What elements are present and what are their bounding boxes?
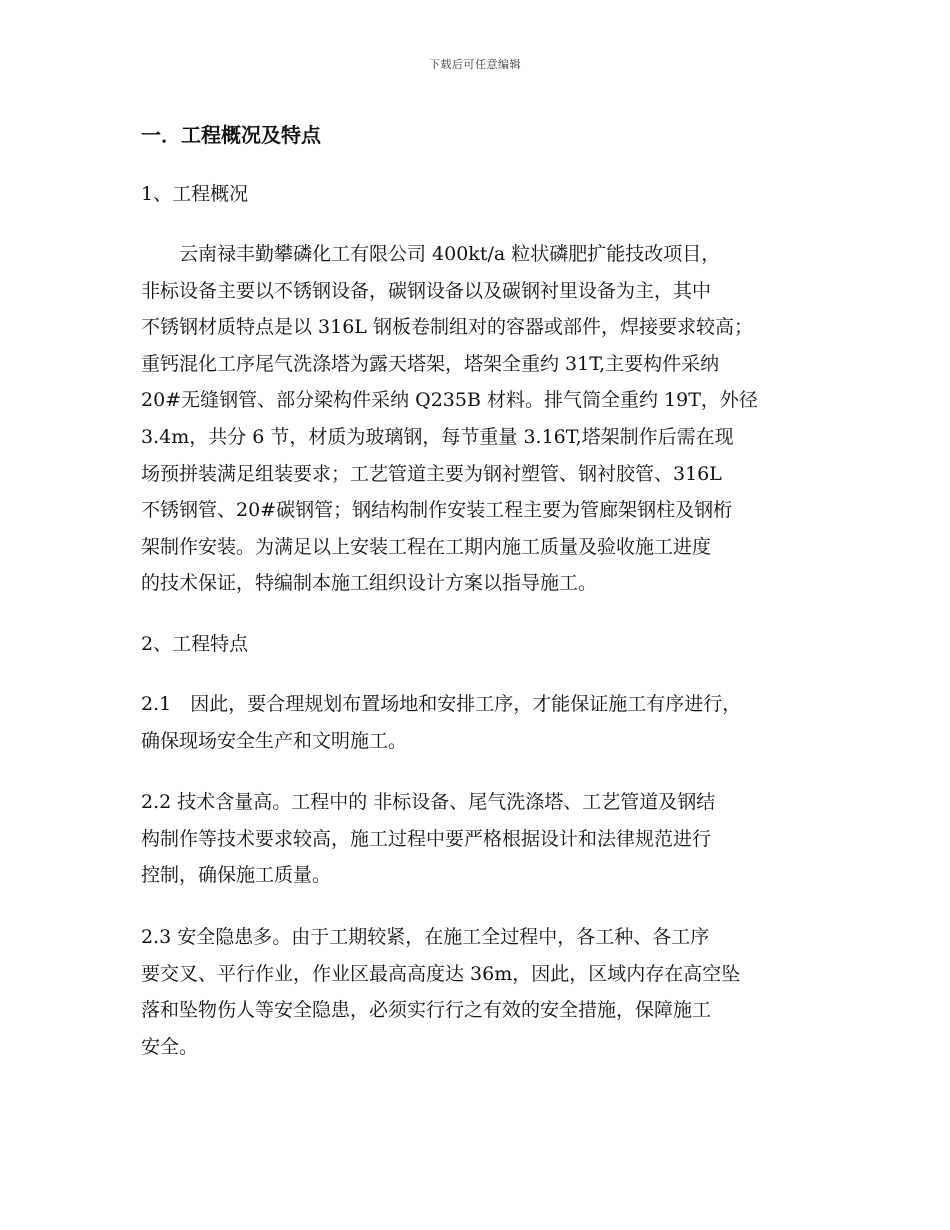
paragraph-line: 确保现场安全生产和文明施工。	[141, 729, 408, 752]
document-title: 一．工程概况及特点	[141, 123, 321, 147]
paragraph-line: 构制作等技术要求较高，施工过程中要严格根据设计和法律规范进行	[141, 827, 712, 850]
paragraph-line: 架制作安装。为满足以上安装工程在工期内施工质量及验收施工进度	[141, 535, 712, 558]
paragraph-line: 场预拼装满足组装要求；工艺管道主要为钢衬塑管、钢衬胶管、316L	[141, 462, 722, 485]
paragraph-line: 安全。	[141, 1035, 199, 1058]
section-heading-overview: 1、工程概况	[141, 183, 249, 205]
paragraph-line: 重钙混化工序尾气洗涤塔为露天塔架，塔架全重约 31T,主要构件采纳	[141, 352, 720, 375]
paragraph-line: 落和坠物伤人等安全隐患，必须实行行之有效的安全措施，保障施工	[141, 999, 712, 1022]
paragraph-line: 非标设备主要以不锈钢设备，碳钢设备以及碳钢衬里设备为主，其中	[141, 279, 712, 302]
paragraph-line: 2.1 因此，要合理规划布置场地和安排工序，才能保证施工有序进行，	[141, 692, 742, 715]
page-header-note: 下载后可任意编辑	[429, 58, 521, 71]
paragraph-line: 2.2 技术含量高。工程中的 非标设备、尾气洗涤塔、工艺管道及钢结	[141, 791, 716, 814]
paragraph-line: 不锈钢管、20#碳钢管；钢结构制作安装工程主要为管廊架钢柱及钢桁	[141, 499, 733, 522]
paragraph-line: 控制，确保施工质量。	[141, 864, 332, 887]
paragraph-line: 20#无缝钢管、部分梁构件采纳 Q235B 材料。排气筒全重约 19T，外径	[141, 389, 758, 412]
paragraph-line: 云南禄丰勤攀磷化工有限公司 400kt/a 粒状磷肥扩能技改项目，	[179, 243, 721, 265]
feature-item-2-1	[141, 686, 811, 759]
section-heading-features: 2、工程特点	[141, 632, 249, 655]
paragraph-line: 要交叉、平行作业，作业区最高高度达 36m，因此，区域内存在高空坠	[141, 962, 741, 985]
paragraph-line: 不锈钢材质特点是以 316L 钢板卷制组对的容器或部件，焊接要求较高；	[141, 316, 753, 339]
document-body	[141, 118, 811, 1090]
feature-item-2-2	[141, 784, 811, 894]
paragraph-line: 的技术保证，特编制本施工组织设计方案以指导施工。	[141, 572, 598, 595]
feature-item-2-3	[141, 919, 811, 1065]
overview-paragraph	[141, 236, 811, 602]
paragraph-line: 2.3 安全隐患多。由于工期较紧，在施工全过程中，各工种、各工序	[141, 925, 710, 948]
paragraph-line: 3.4m，共分 6 节，材质为玻璃钢，每节重量 3.16T,塔架制作后需在现	[141, 425, 734, 448]
